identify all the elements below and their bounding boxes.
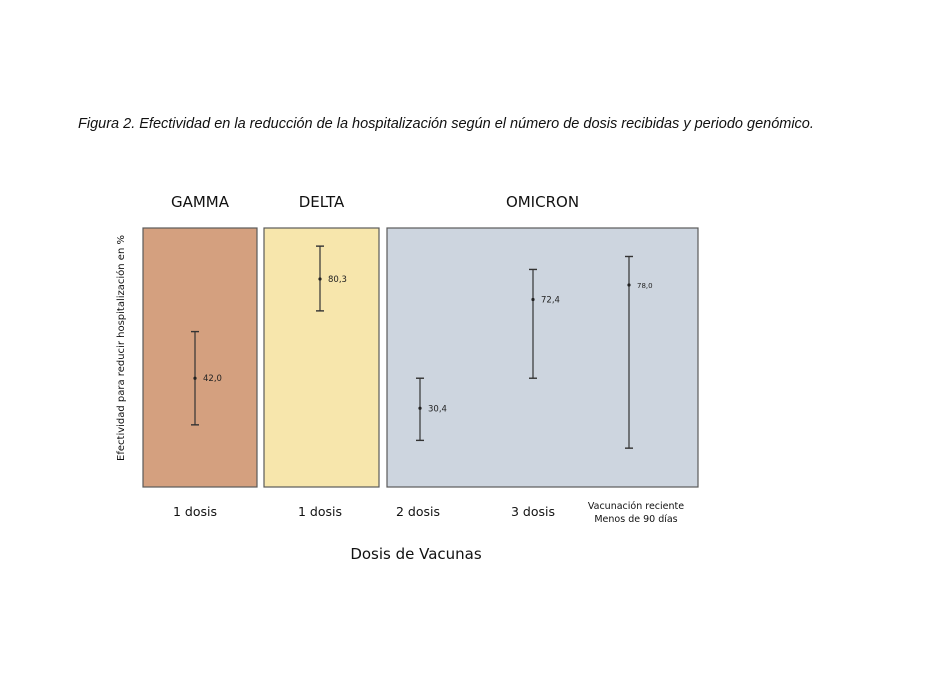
x-axis-label: Dosis de Vacunas: [350, 545, 482, 563]
period-label-gamma: GAMMA: [170, 193, 230, 211]
figure-caption: Figura 2. Efectividad en la reducción de la hospitalización según el número de dosis recibidas y periodo genómico.: [78, 116, 814, 132]
category-label-3: 3 dosis: [510, 504, 556, 519]
data-label-3: 72,4: [541, 295, 560, 306]
point-marker-3: [531, 298, 534, 301]
category-label-1: 1 dosis: [297, 504, 343, 519]
period-box-gamma: [143, 228, 257, 487]
data-label-2: 30,4: [428, 404, 447, 415]
period-box-delta: [264, 228, 379, 487]
point-marker-1: [318, 277, 321, 280]
category-label-2: 2 dosis: [395, 504, 441, 519]
data-label-1: 80,3: [328, 275, 347, 286]
data-label-4: 78,0: [637, 281, 653, 290]
point-marker-4: [627, 283, 630, 286]
data-label-0: 42,0: [203, 374, 222, 385]
y-axis-label: Efectividad para reducir hospitalización en %: [116, 235, 127, 461]
period-box-omicron: [387, 228, 698, 487]
category-label-0: 1 dosis: [172, 504, 218, 519]
category-label-4: Vacunación reciente Menos de 90 días: [587, 501, 685, 525]
point-marker-2: [418, 407, 421, 410]
period-label-omicron: OMICRON: [505, 193, 580, 211]
period-label-delta: DELTA: [298, 193, 345, 211]
point-marker-0: [193, 377, 196, 380]
